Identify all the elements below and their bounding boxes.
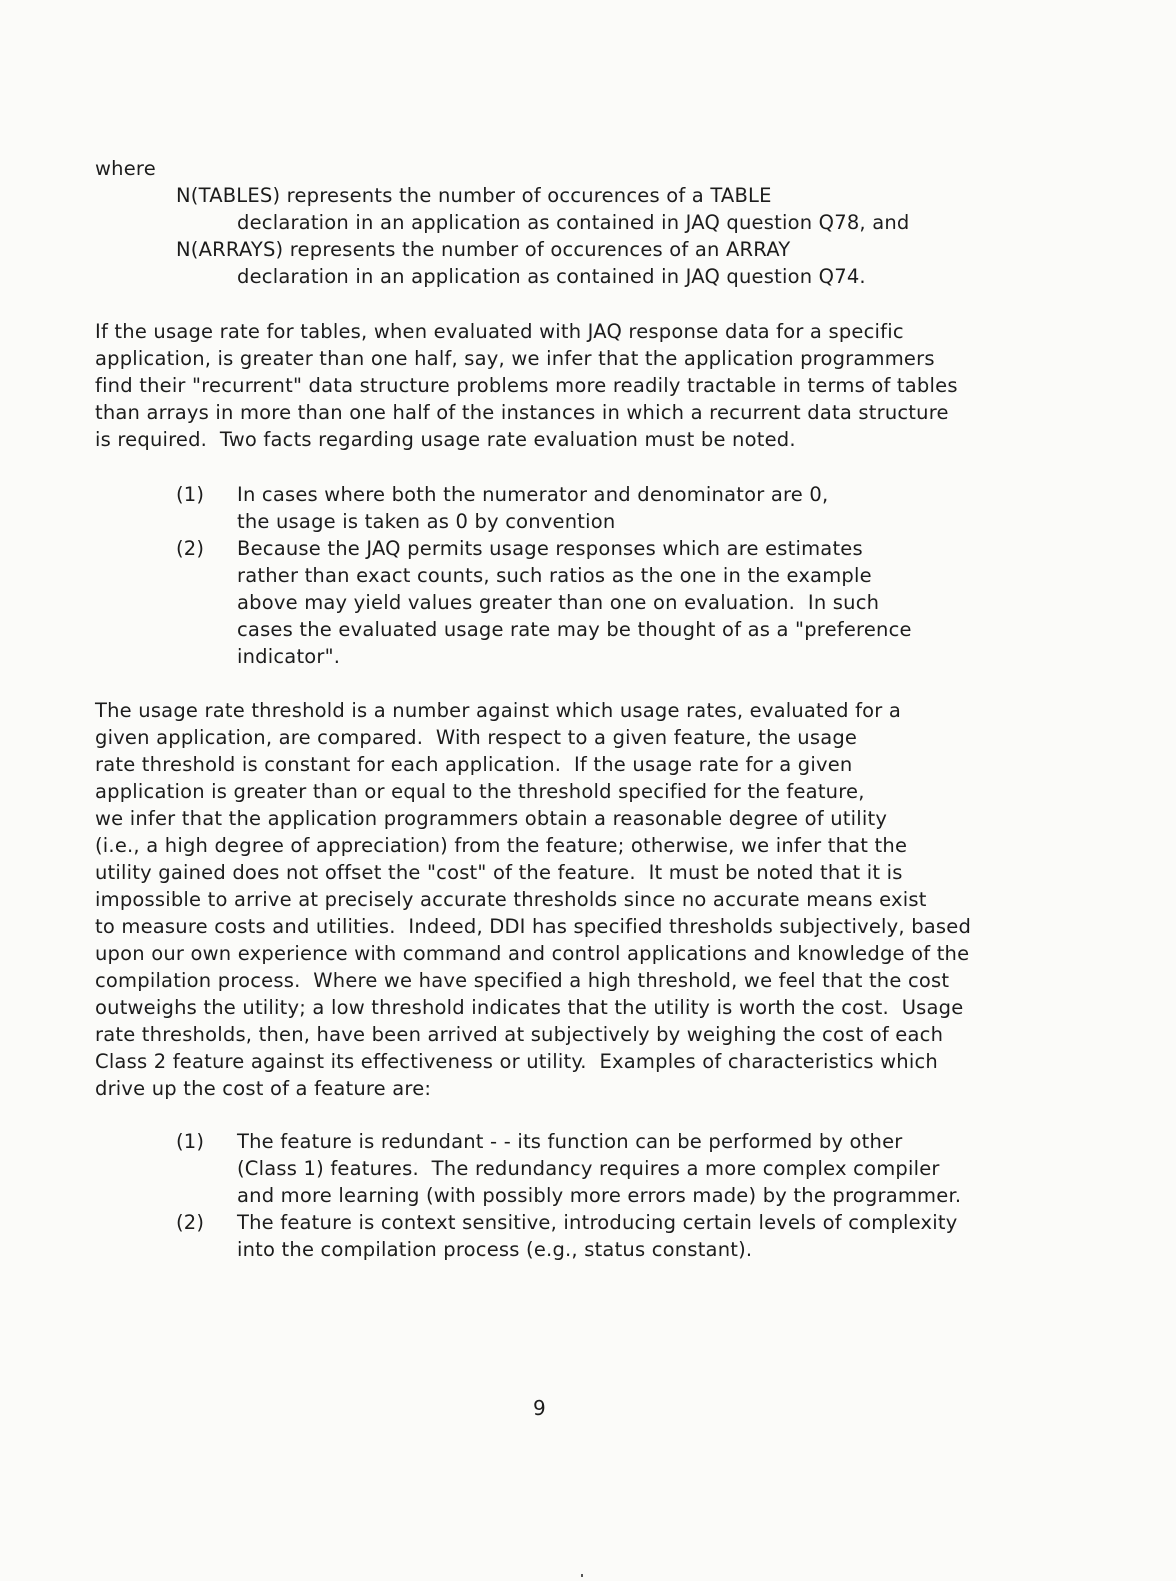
definition-arrays-line2: declaration in an application as contained in JAQ question Q74. (237, 265, 866, 288)
paragraph-line: drive up the cost of a feature are: (95, 1077, 432, 1100)
list-item-line: indicator". (237, 645, 341, 668)
list-marker: (1) (176, 1130, 205, 1153)
paragraph-line: upon our own experience with command and control applications and knowledge of the (95, 942, 970, 965)
list-item-line: The feature is context sensitive, introducing certain levels of complexity (237, 1211, 958, 1234)
paragraph-line: rate threshold is constant for each application. If the usage rate for a given (95, 753, 853, 776)
where-label: where (95, 157, 156, 180)
paragraph-line: find their "recurrent" data structure problems more readily tractable in terms of tables (95, 374, 958, 397)
list-item-line: The feature is redundant - - its function can be performed by other (237, 1130, 903, 1153)
paragraph-line: impossible to arrive at precisely accurate thresholds since no accurate means exist (95, 888, 927, 911)
definition-tables-line2: declaration in an application as contained in JAQ question Q78, and (237, 211, 910, 234)
paragraph-line: Class 2 feature against its effectiveness or utility. Examples of characteristics which (95, 1050, 938, 1073)
list-marker: (1) (176, 483, 205, 506)
paragraph-line: The usage rate threshold is a number against which usage rates, evaluated for a (95, 699, 902, 722)
list-item-line: (Class 1) features. The redundancy requires a more complex compiler (237, 1157, 940, 1180)
scan-speck (581, 1574, 583, 1577)
paragraph-line: compilation process. Where we have specified a high threshold, we feel that the cost (95, 969, 950, 992)
list-marker: (2) (176, 537, 205, 560)
paragraph-line: application is greater than or equal to the threshold specified for the feature, (95, 780, 865, 803)
paragraph-line: we infer that the application programmers obtain a reasonable degree of utility (95, 807, 888, 830)
paragraph-line: is required. Two facts regarding usage rate evaluation must be noted. (95, 428, 796, 451)
list-item-line: rather than exact counts, such ratios as the one in the example (237, 564, 872, 587)
paragraph-line: application, is greater than one half, say, we infer that the application programmers (95, 347, 935, 370)
paragraph-line: (i.e., a high degree of appreciation) from the feature; otherwise, we infer that the (95, 834, 908, 857)
paragraph-line: If the usage rate for tables, when evaluated with JAQ response data for a specific (95, 320, 904, 343)
page-number: 9 (533, 1396, 546, 1420)
list-item-line: the usage is taken as 0 by convention (237, 510, 616, 533)
list-marker: (2) (176, 1211, 205, 1234)
paragraph-line: than arrays in more than one half of the instances in which a recurrent data structure (95, 401, 949, 424)
list-item-line: cases the evaluated usage rate may be thought of as a "preference (237, 618, 912, 641)
paragraph-line: to measure costs and utilities. Indeed, DDI has specified thresholds subjectively, based (95, 915, 972, 938)
definition-tables-line1: N(TABLES) represents the number of occurences of a TABLE (176, 184, 772, 207)
list-item-line: Because the JAQ permits usage responses which are estimates (237, 537, 863, 560)
paragraph-line: given application, are compared. With respect to a given feature, the usage (95, 726, 858, 749)
list-item-line: into the compilation process (e.g., status constant). (237, 1238, 753, 1261)
definition-arrays-line1: N(ARRAYS) represents the number of occurences of an ARRAY (176, 238, 791, 261)
list-item-line: In cases where both the numerator and denominator are 0, (237, 483, 829, 506)
paragraph-line: outweighs the utility; a low threshold indicates that the utility is worth the cost. Usage (95, 996, 964, 1019)
list-item-line: and more learning (with possibly more errors made) by the programmer. (237, 1184, 962, 1207)
paragraph-line: rate thresholds, then, have been arrived at subjectively by weighing the cost of each (95, 1023, 944, 1046)
list-item-line: above may yield values greater than one on evaluation. In such (237, 591, 880, 614)
paragraph-line: utility gained does not offset the "cost" of the feature. It must be noted that it is (95, 861, 903, 884)
